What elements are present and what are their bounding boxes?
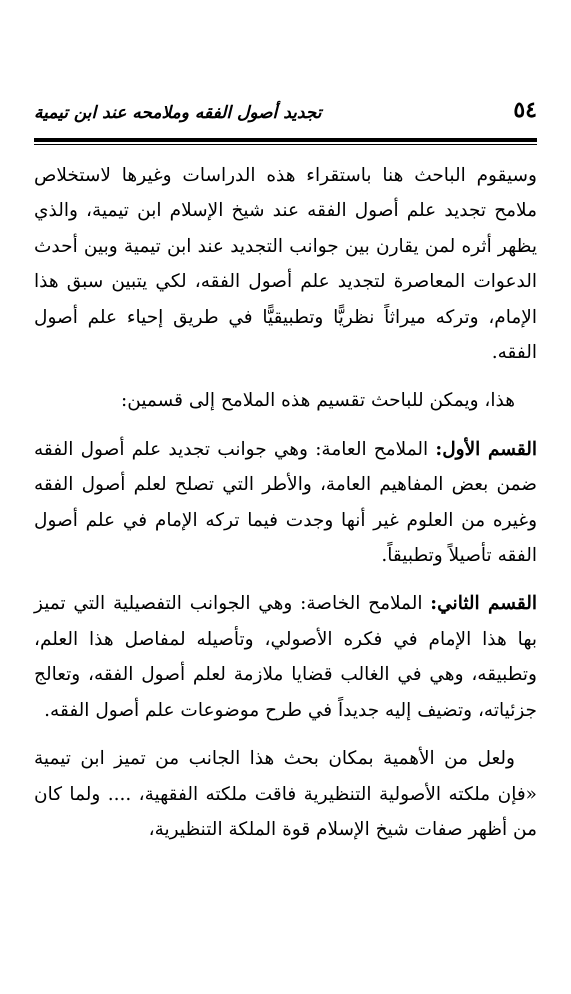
- page-number: ٥٤: [513, 97, 537, 123]
- section-two-label: القسم الثاني:: [430, 593, 537, 615]
- running-title: تجديد أصول الفقه وملامحه عند ابن تيمية: [34, 103, 322, 123]
- paragraph-importance: ولعل من الأهمية بمكان بحث هذا الجانب من تميز ابن تيمية «فإن ملكته الأصولية التنظيرية فاقت ملكته الفقهية، .... ولما كان من أظهر صفات شيخ الإسلام قوة الملكة التنظيرية،: [34, 748, 537, 840]
- running-header: [34, 97, 537, 123]
- paragraph-section-two: [34, 586, 537, 728]
- section-two-text: الملامح الخاصة: وهي الجوانب التفصيلية التي تميز بها هذا الإمام في فكره الأصولي، وتأصيله لمفاصل هذا العلم، وتطبيقه، وهي في الغالب قضايا ملازمة لعلم أصول الفقه، وتعالج جزئياته، وتضيف إليه جديداً في طرح موضوعات علم أصول الفقه.: [34, 593, 537, 721]
- paragraph-section-one: [34, 432, 537, 574]
- header-rule-thick: [34, 138, 537, 142]
- paragraph-intro: وسيقوم الباحث هنا باستقراء هذه الدراسات وغيرها لاستخلاص ملامح تجديد علم أصول الفقه عند شيخ الإسلام ابن تيمية، والذي يظهر أثره لمن يقارن بين جوانب التجديد عند ابن تيمية وبين أحدث الدعوات المعاصرة لتجديد علم أصول الفقه، لكي يتبين سبق هذا الإمام، وتركه ميراثاً نظريًّا وتطبيقيًّا في طريق إحياء علم أصول الفقه.: [34, 165, 537, 364]
- header-rule: [34, 138, 537, 145]
- section-one-text: الملامح العامة: وهي جوانب تجديد علم أصول الفقه ضمن بعض المفاهيم العامة، والأطر التي تصلح لعلم أصول الفقه وغيره من العلوم غير أنها وجدت فيما تركه الإمام في علم أصول الفقه تأصيلاً وتطبيقاً.: [34, 438, 537, 567]
- paragraph-division: هذا، ويمكن للباحث تقسيم هذه الملامح إلى قسمين:: [121, 390, 515, 412]
- section-one-label: القسم الأول:: [435, 438, 537, 460]
- header-rule-thin: [34, 144, 537, 145]
- body-text: [34, 158, 537, 847]
